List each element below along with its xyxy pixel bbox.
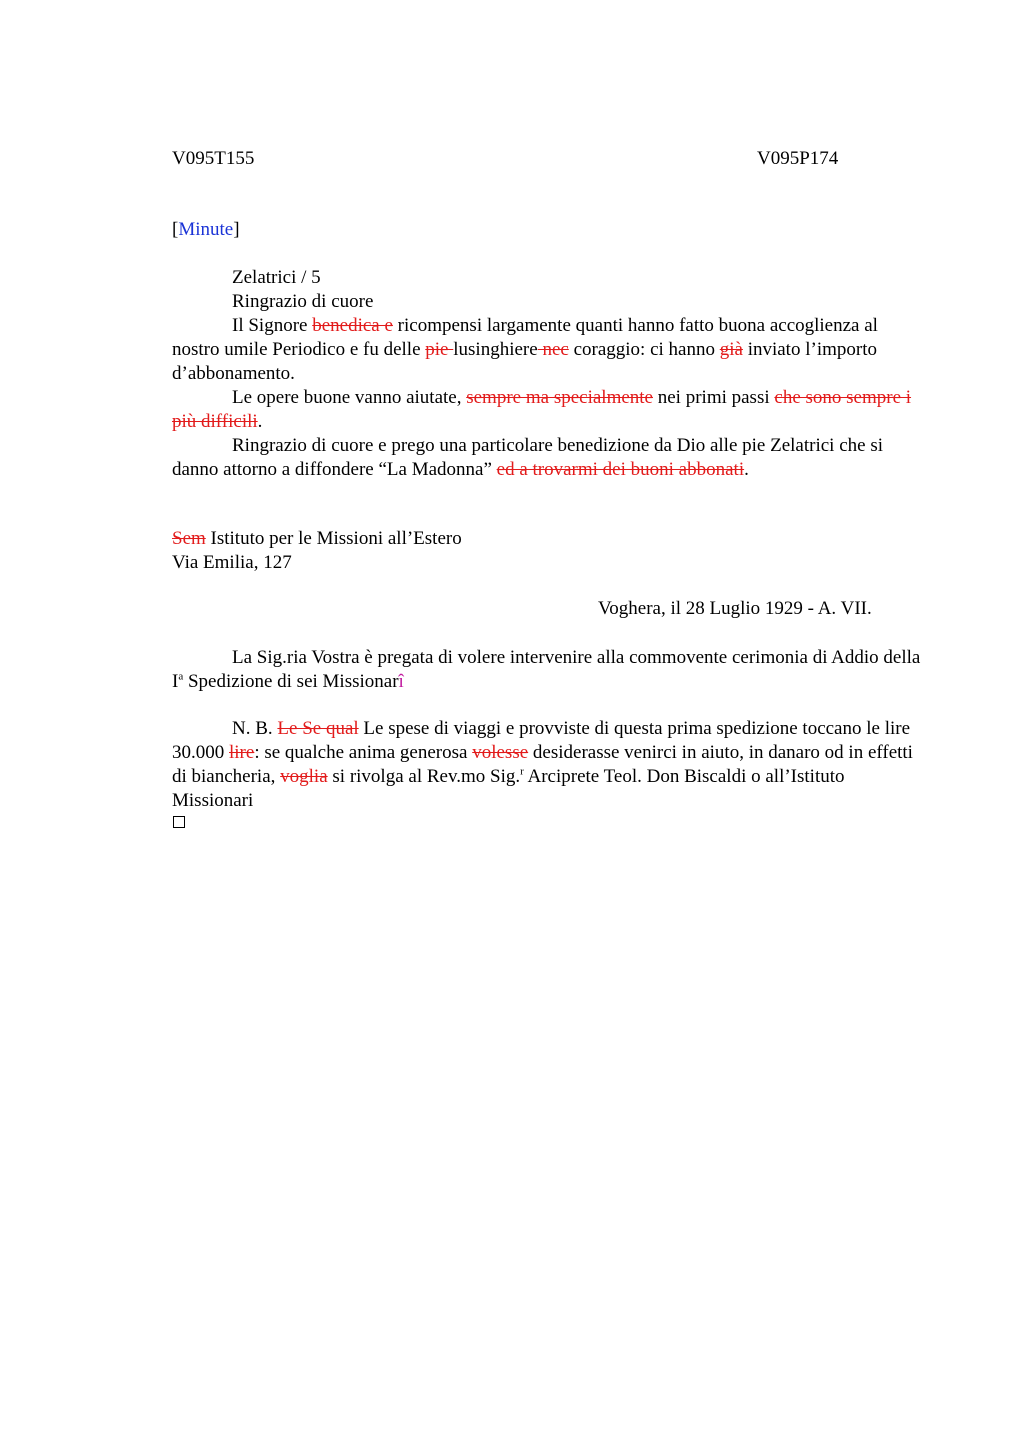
- text-run: .: [257, 411, 263, 432]
- text-run: ricompensi largamente quanti hanno fatto buona accoglienza al nostro umile Periodico e fu delle: [172, 315, 878, 360]
- deleted-text: Sem: [172, 528, 206, 549]
- text-run: inviato l’importo d’abbonamento.: [172, 339, 877, 384]
- address-line-2: Via Emilia, 127: [172, 552, 292, 573]
- paragraph-2: [172, 386, 924, 434]
- text-run: coraggio: ci hanno: [568, 339, 720, 360]
- invite-paragraph: [172, 646, 924, 694]
- section-title: Zelatrici / 5: [232, 267, 321, 288]
- open-bracket: [: [172, 219, 179, 240]
- date-line: Voghera, il 28 Luglio 1929 - A. VII.: [598, 598, 872, 619]
- text-run: Arciprete Teol. Don Biscaldi o all’Istituto Missionari: [172, 766, 845, 811]
- text-run: .: [744, 459, 749, 480]
- minute-link-text: Minute: [178, 219, 234, 240]
- deleted-text: ed a trovarmi dei buoni abbonati: [496, 459, 745, 480]
- header-left-code: V095T155: [172, 148, 255, 169]
- superscript: r: [520, 765, 524, 778]
- text-run: Le spese di viaggi e provviste di questa prima spedizione toccano le lire 30.000: [172, 718, 911, 763]
- nb-text: [172, 717, 924, 813]
- header-right-code: V095P174: [757, 148, 839, 169]
- uncertain-mark: î: [398, 671, 404, 692]
- text-run: N. B.: [232, 718, 278, 739]
- text-run: : se qualche anima generosa: [254, 742, 473, 763]
- text-run: Le opere buone vanno aiutate,: [232, 387, 467, 408]
- text-run: si rivolga al Rev.mo Sig.: [327, 766, 521, 787]
- deleted-text: già: [719, 339, 743, 360]
- deleted-text: pie: [425, 339, 454, 360]
- address-line-1: [172, 527, 924, 551]
- text-run: desiderasse venirci in aiuto, in danaro od in effetti di biancheria,: [172, 742, 913, 787]
- text-run: Istituto per le Missioni all’Estero: [205, 528, 462, 549]
- text-run: Spedizione di sei Missionar: [183, 671, 399, 692]
- deleted-text: benedica e: [312, 315, 393, 336]
- deleted-text: sempre ma specialmente: [466, 387, 653, 408]
- section-zelatrici: [172, 266, 924, 482]
- text-run: lusinghiere: [453, 339, 538, 360]
- text-run: La Sig.ria Vostra è pregata di volere intervenire alla commovente cerimonia di Addio della I: [172, 647, 921, 692]
- deleted-text: Le Se qual: [277, 718, 359, 739]
- superscript: a: [178, 670, 184, 683]
- section-subtitle: Ringrazio di cuore: [232, 291, 374, 312]
- empty-box-icon: [173, 816, 185, 828]
- paragraph-1: [172, 314, 924, 386]
- deleted-text: che sono sempre i più difficili: [172, 387, 912, 432]
- paragraph-3: [172, 434, 924, 482]
- invite-text: [172, 646, 924, 694]
- close-bracket: ]: [233, 219, 240, 240]
- text-run: nei primi passi: [653, 387, 775, 408]
- text-run: Il Signore: [232, 315, 313, 336]
- deleted-text: nec: [537, 339, 569, 360]
- deleted-text: voglia: [280, 766, 328, 787]
- address-block: [172, 527, 924, 575]
- deleted-text: lire: [229, 742, 255, 763]
- text-run: Ringrazio di cuore e prego una particolare benedizione da Dio alle pie Zelatrici che si danno attorno a diffondere “La Madonna”: [172, 435, 883, 480]
- nb-paragraph: [172, 717, 924, 813]
- minute-label: [172, 218, 924, 242]
- deleted-text: volesse: [472, 742, 529, 763]
